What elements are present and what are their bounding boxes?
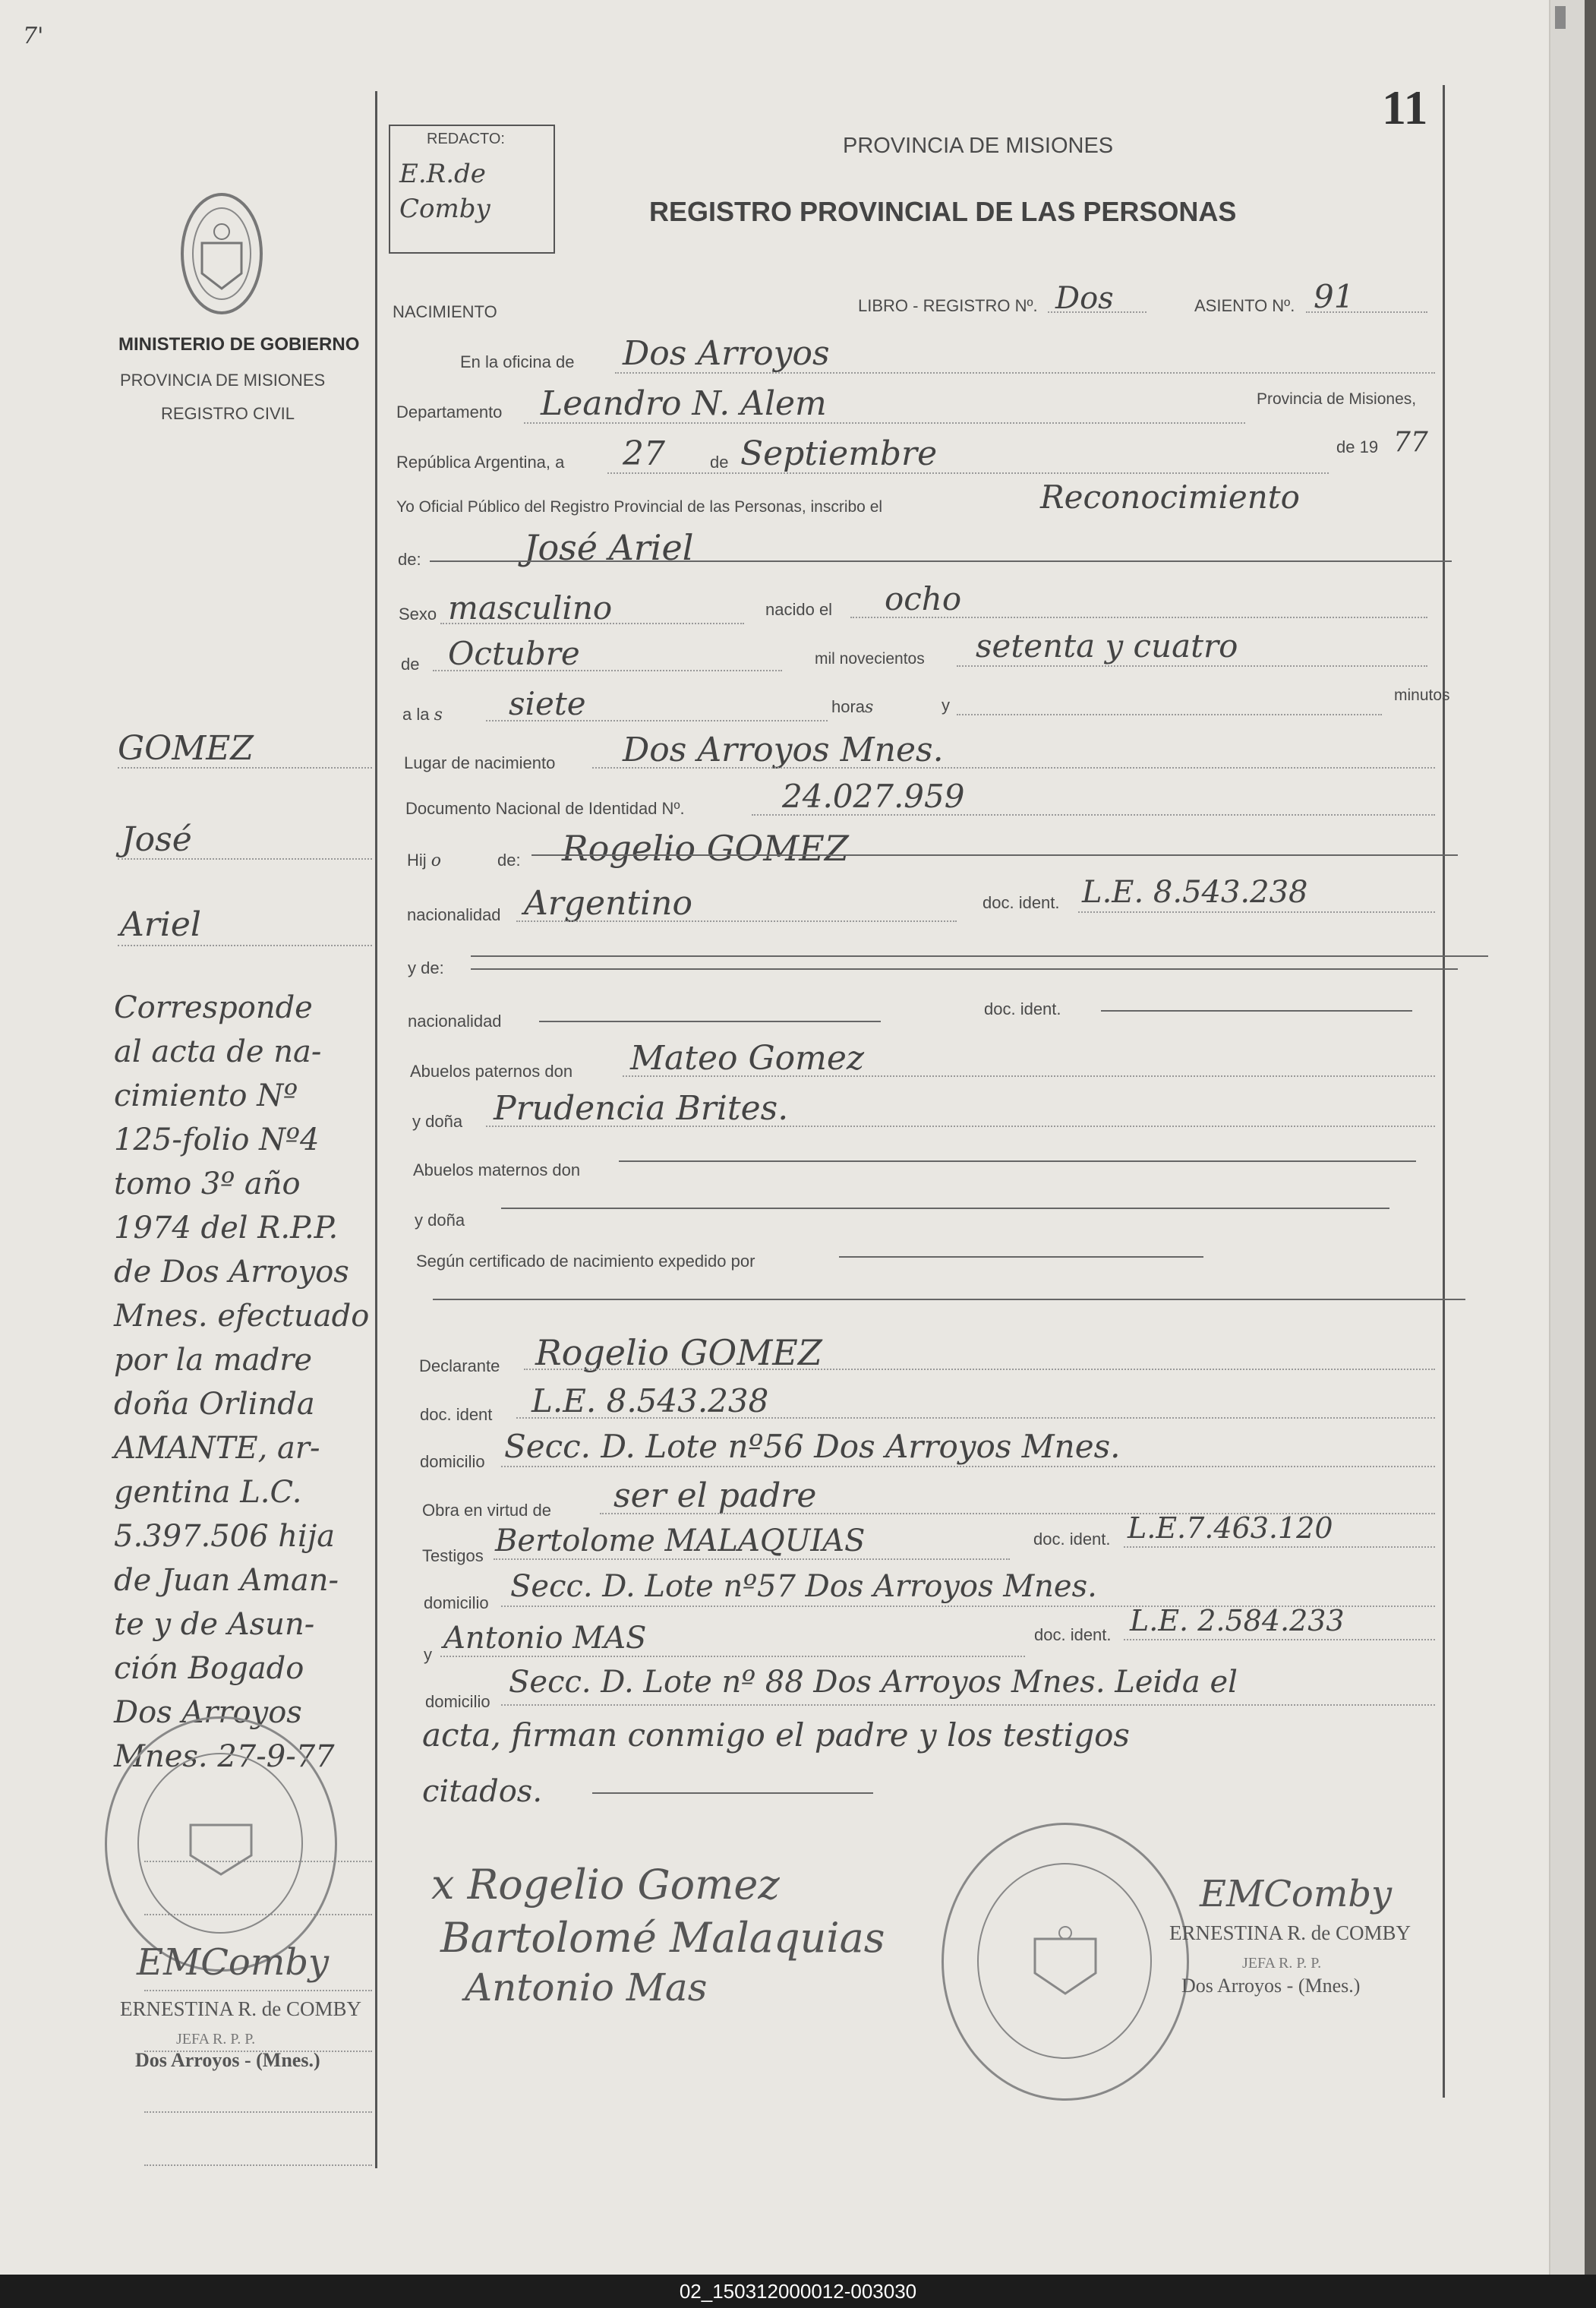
- testigo1-value: Bertolome MALAQUIAS: [495, 1523, 866, 1558]
- right-frame-line: [1443, 85, 1445, 2098]
- page-edge: [1549, 0, 1585, 2275]
- libro-label: LIBRO - REGISTRO Nº.: [858, 296, 1038, 315]
- provincia-label: Provincia de Misiones,: [1257, 390, 1417, 408]
- dni-value: 24.027.959: [782, 778, 965, 815]
- note-line: AMANTE, ar-: [114, 1431, 320, 1466]
- de-label: de: [710, 453, 729, 472]
- segun-label: Según certificado de nacimiento expedido por: [416, 1252, 755, 1271]
- anio-value: 77: [1393, 427, 1428, 458]
- margin-apellido: GOMEZ: [118, 729, 254, 768]
- note-line: gentina L.C.: [114, 1475, 302, 1510]
- note-line: doña Orlinda: [114, 1387, 315, 1422]
- footer-id-bar: [0, 2275, 1596, 2308]
- redacto-label: REDACTO:: [427, 131, 505, 147]
- departamento-label: Departamento: [396, 403, 503, 422]
- domicilio2-label: domicilio: [424, 1593, 489, 1612]
- signature-testigo1: Bartolomé Malaquias: [440, 1914, 885, 1962]
- asiento-value: 91: [1314, 278, 1355, 315]
- official-role-left: JEFA R. P. P.: [176, 2031, 256, 2048]
- inscribo-value: Reconocimiento: [1040, 478, 1300, 516]
- docident-label: doc. ident.: [983, 893, 1060, 912]
- nombre-value: José Ariel: [524, 527, 694, 568]
- signature-testigo2: Antonio Mas: [465, 1965, 708, 2010]
- testigo2-dom-value: Secc. D. Lote nº 88 Dos Arroyos Mnes. Leida el: [509, 1665, 1238, 1700]
- nac-label: nacionalidad: [407, 905, 501, 924]
- mil-label: mil novecientos: [815, 650, 925, 668]
- domicilio-label: domicilio: [420, 1452, 485, 1471]
- horas-text: hora: [831, 697, 866, 716]
- de2-label: de:: [398, 550, 421, 569]
- yde-label: y de:: [408, 958, 444, 977]
- docident2-label: doc. ident.: [984, 999, 1061, 1018]
- left-frame-line: [375, 91, 377, 2168]
- note-line: Dos Arroyos: [114, 1695, 302, 1730]
- horas-label: [831, 697, 873, 717]
- mes-value: Septiembre: [740, 434, 938, 473]
- obra-value: ser el padre: [613, 1476, 817, 1515]
- minutos-label: minutos: [1394, 687, 1450, 704]
- margin-nombre1: José: [121, 820, 192, 859]
- official-role-right: JEFA R. P. P.: [1242, 1955, 1322, 1972]
- testigos-label: Testigos: [422, 1546, 484, 1565]
- mes-nac-value: Octubre: [448, 635, 580, 672]
- corner-mark: 7': [23, 23, 44, 49]
- padre-value: Rogelio GOMEZ: [562, 828, 849, 869]
- note-line: 1974 del R.P.P.: [114, 1211, 339, 1246]
- sexo-value: masculino: [448, 589, 613, 627]
- footer-id: 02_150312000012-003030: [679, 2280, 917, 2303]
- republica-label: República Argentina, a: [396, 453, 565, 472]
- declarante-value: Rogelio GOMEZ: [535, 1332, 822, 1373]
- dia-value: 27: [623, 434, 665, 473]
- oficina-value: Dos Arroyos: [623, 334, 830, 373]
- lugar-label: Lugar de nacimiento: [404, 753, 556, 772]
- margin-nombre2: Ariel: [120, 905, 201, 944]
- official-place-left: Dos Arroyos - (Mnes.): [135, 2049, 320, 2071]
- record-type: NACIMIENTO: [393, 302, 497, 321]
- note-line: de Dos Arroyos: [114, 1255, 349, 1290]
- note-line: 5.397.506 hija: [114, 1519, 336, 1554]
- note-line: 125-folio Nº4: [114, 1122, 320, 1157]
- nac-value: Argentino: [524, 884, 692, 923]
- abuelo-pat-value: Mateo Gomez: [630, 1039, 865, 1078]
- binder-mark: [1555, 6, 1566, 29]
- testigo1-dom-value: Secc. D. Lote nº57 Dos Arroyos Mnes.: [510, 1569, 1097, 1604]
- departamento-value: Leandro N. Alem: [541, 384, 827, 423]
- hijo-de-label: de:: [497, 851, 521, 870]
- sexo-label: Sexo: [399, 605, 437, 624]
- note-line: tomo 3º año: [114, 1167, 301, 1201]
- official-name-left: ERNESTINA R. de COMBY: [120, 1997, 362, 2020]
- anio-nac-value: setenta y cuatro: [976, 627, 1238, 665]
- de3-label: de: [401, 655, 420, 674]
- cierre1-value: acta, firman conmigo el padre y los testigos: [422, 1716, 1130, 1754]
- note-line: Mnes. efectuado: [114, 1299, 370, 1334]
- registry-seal-right: [942, 1823, 1189, 2101]
- left-registry: REGISTRO CIVIL: [161, 404, 295, 423]
- official-place-right: Dos Arroyos - (Mnes.): [1181, 1975, 1361, 1997]
- padre-doc-value: L.E. 8.543.238: [1082, 875, 1308, 910]
- redacto-box: [389, 125, 555, 254]
- domicilio-value: Secc. D. Lote nº56 Dos Arroyos Mnes.: [504, 1428, 1121, 1465]
- page-number: 11: [1382, 81, 1428, 134]
- horas-suffix: s: [865, 698, 874, 717]
- abuela-pat-value: Prudencia Brites.: [494, 1089, 789, 1128]
- obra-label: Obra en virtud de: [422, 1501, 551, 1520]
- testigo2-doc-value: L.E. 2.584.233: [1130, 1604, 1345, 1637]
- libro-value: Dos: [1055, 281, 1114, 316]
- note-line: te y de Asun-: [114, 1607, 315, 1642]
- abuelos-mat-label: Abuelos maternos don: [413, 1160, 581, 1179]
- note-line: Mnes. 27-9-77: [114, 1739, 335, 1774]
- redacto-text: E.R.de Comby: [399, 159, 490, 224]
- header-title: REGISTRO PROVINCIAL DE LAS PERSONAS: [649, 196, 1237, 227]
- note-line: Corresponde: [114, 990, 313, 1025]
- yo-label: Yo Oficial Público del Registro Provincial de las Personas, inscribo el: [396, 498, 883, 516]
- abuelos-pat-label: Abuelos paternos don: [410, 1062, 573, 1081]
- note-line: ción Bogado: [114, 1651, 304, 1686]
- crest-emblem: [179, 190, 264, 317]
- hijo-label: [407, 851, 441, 870]
- docident3-label: doc. ident: [420, 1405, 493, 1424]
- cierre2-value: citados.: [422, 1774, 543, 1809]
- hijo-suffix: o: [431, 851, 442, 870]
- hijo-text: Hij: [407, 851, 427, 870]
- signature-padre: x Rogelio Gomez: [431, 1861, 780, 1909]
- note-line: por la madre: [114, 1343, 313, 1378]
- oficina-label: En la oficina de: [460, 352, 575, 371]
- left-province: PROVINCIA DE MISIONES: [120, 371, 326, 390]
- note-line: al acta de na-: [114, 1034, 322, 1069]
- nac2-label: nacionalidad: [408, 1012, 502, 1031]
- note-line: de Juan Aman-: [114, 1563, 339, 1598]
- nacido-value: ocho: [885, 580, 962, 617]
- docident4-label: doc. ident.: [1033, 1530, 1111, 1549]
- testigo2-value: Antonio MAS: [443, 1621, 647, 1656]
- lugar-value: Dos Arroyos Mnes.: [623, 731, 944, 769]
- official-name-right: ERNESTINA R. de COMBY: [1169, 1921, 1411, 1944]
- header-province: PROVINCIA DE MISIONES: [843, 134, 1114, 158]
- declarante-doc-value: L.E. 8.543.238: [531, 1382, 769, 1419]
- hora-value: siete: [509, 685, 586, 722]
- dni-label: Documento Nacional de Identidad Nº.: [405, 799, 685, 818]
- note-line: cimiento Nº: [114, 1078, 298, 1113]
- alas-text: a la: [402, 705, 430, 724]
- nacido-label: nacido el: [765, 600, 833, 619]
- registry-seal-left: [105, 1716, 337, 1972]
- official-signature-right: EMComby: [1200, 1873, 1393, 1915]
- asiento-label: ASIENTO Nº.: [1194, 296, 1295, 315]
- margin-note: [114, 986, 372, 1779]
- de19-label: de 19: [1336, 437, 1379, 456]
- y2-label: y: [424, 1645, 432, 1664]
- declarante-label: Declarante: [419, 1356, 500, 1375]
- official-signature-left: EMComby: [137, 1941, 330, 1984]
- alas-label: [402, 705, 443, 725]
- ydona-label: y doña: [412, 1112, 463, 1131]
- docident5-label: doc. ident.: [1034, 1625, 1112, 1644]
- y-label: y: [942, 696, 950, 715]
- alas-suffix: s: [434, 706, 443, 725]
- left-ministry: MINISTERIO DE GOBIERNO: [118, 334, 360, 355]
- testigo1-doc-value: L.E.7.463.120: [1128, 1511, 1333, 1545]
- ydona2-label: y doña: [415, 1211, 465, 1230]
- domicilio3-label: domicilio: [425, 1692, 490, 1711]
